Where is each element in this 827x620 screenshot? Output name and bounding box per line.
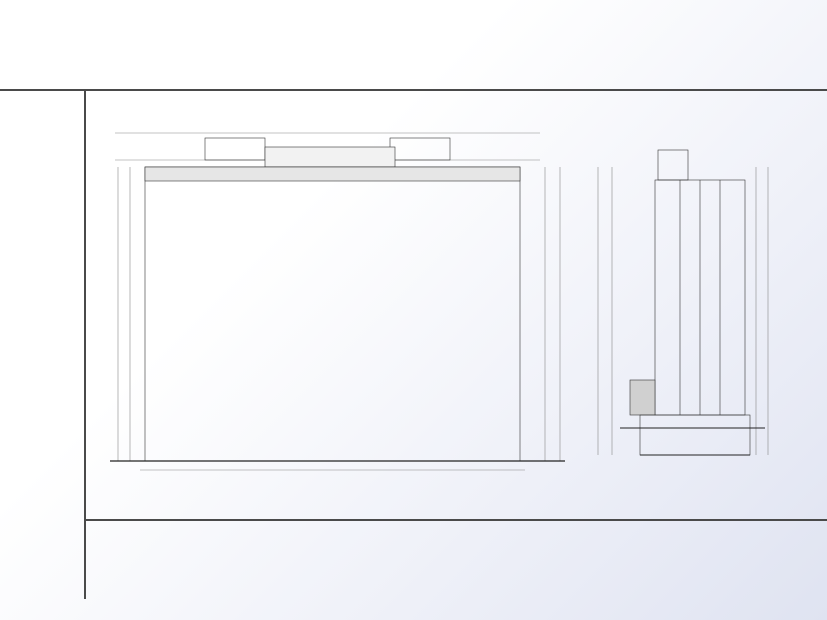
elevation-roof-box-right	[390, 138, 450, 160]
section-basement	[640, 415, 750, 455]
section-drawing	[598, 150, 768, 455]
elevation-drawing	[110, 133, 565, 470]
section-annex	[630, 380, 655, 415]
section-roof-box	[658, 150, 688, 180]
elevation-body	[145, 167, 520, 461]
elevation-parapet	[265, 147, 395, 167]
elevation-roof-band	[145, 167, 520, 181]
elevation-roof-box-left	[205, 138, 265, 160]
